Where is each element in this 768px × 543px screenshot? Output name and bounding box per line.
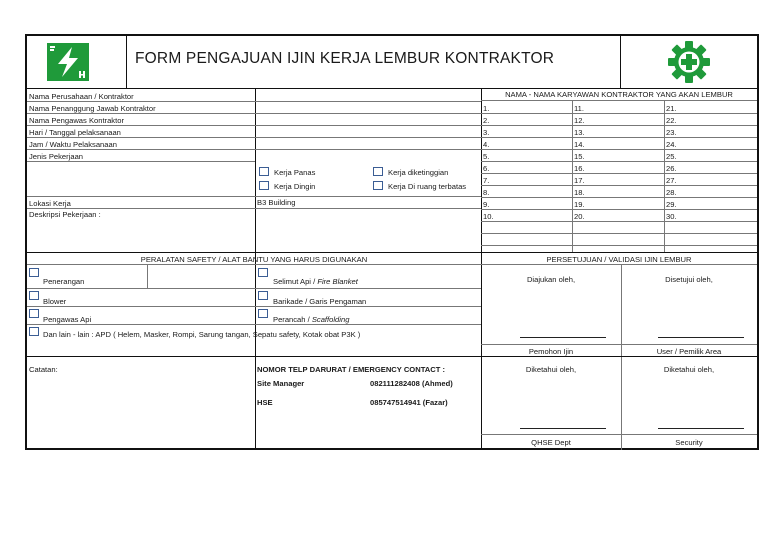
- location-value: B3 Building: [257, 198, 296, 207]
- hse-label: HSE: [257, 398, 273, 407]
- height-work-checkbox[interactable]: [373, 167, 383, 176]
- barricade-checkbox[interactable]: [258, 291, 268, 300]
- site-manager-label: Site Manager: [257, 379, 305, 388]
- height-work-label: Kerja diketinggian: [388, 168, 449, 177]
- employee-slot[interactable]: 25.: [666, 152, 677, 161]
- hot-work-checkbox[interactable]: [259, 167, 269, 176]
- qhse-label: QHSE Dept: [531, 438, 571, 447]
- employee-slot[interactable]: 30.: [666, 212, 677, 221]
- approval-heading: PERSETUJUAN / VALIDASI IJIN LEMBUR: [546, 255, 692, 264]
- fire-blanket-label: Selimut Api / Fire Blanket: [273, 277, 358, 286]
- scaffold-checkbox[interactable]: [258, 309, 268, 318]
- supervisor-label: Nama Pengawas Kontraktor: [29, 116, 124, 125]
- known-by-label-2: Diketahui oleh,: [663, 365, 715, 374]
- employee-slot[interactable]: 16.: [574, 164, 585, 173]
- employee-slot[interactable]: 23.: [666, 128, 677, 137]
- employee-slot[interactable]: 1.: [483, 104, 490, 113]
- blower-label: Blower: [43, 297, 67, 306]
- lighting-checkbox[interactable]: [29, 268, 39, 277]
- submitted-by-label: Diajukan oleh,: [526, 275, 576, 284]
- employees-heading: NAMA - NAMA KARYAWAN KONTRAKTOR YANG AKAN LEMBUR: [505, 90, 733, 99]
- others-checkbox[interactable]: [29, 327, 39, 336]
- employee-slot[interactable]: 12.: [574, 116, 585, 125]
- employee-slot[interactable]: 3.: [483, 128, 490, 137]
- employee-slot[interactable]: 20.: [574, 212, 585, 221]
- form-header: [27, 36, 757, 89]
- employee-slot[interactable]: 29.: [666, 200, 677, 209]
- employee-slot[interactable]: 17.: [574, 176, 585, 185]
- hot-work-label: Kerja Panas: [274, 168, 316, 177]
- emergency-heading: NOMOR TELP DARURAT / EMERGENCY CONTACT :: [257, 365, 446, 374]
- employee-slot[interactable]: 19.: [574, 200, 585, 209]
- qhse-signature-line[interactable]: [520, 428, 606, 429]
- notes-label: Catatan:: [29, 365, 58, 374]
- area-owner-label: User / Pemilik Area: [656, 347, 722, 356]
- employee-slot[interactable]: 28.: [666, 188, 677, 197]
- blower-checkbox[interactable]: [29, 291, 39, 300]
- fire-watch-label: Pengawas Api: [43, 315, 92, 324]
- lighting-label: Penerangan: [43, 277, 85, 286]
- employee-slot[interactable]: 4.: [483, 140, 490, 149]
- fire-watch-checkbox[interactable]: [29, 309, 39, 318]
- left-logo-box: [27, 36, 127, 88]
- time-label: Jam / Waktu Pelaksanaan: [29, 140, 117, 149]
- responsible-label: Nama Penanggung Jawab Kontraktor: [29, 104, 156, 113]
- owner-signature-line[interactable]: [658, 337, 744, 338]
- work-type-label: Jenis Pekerjaan: [29, 152, 84, 161]
- employee-slot[interactable]: 21.: [666, 104, 677, 113]
- employee-slot[interactable]: 14.: [574, 140, 585, 149]
- employee-slot[interactable]: 11.: [574, 104, 584, 113]
- employee-slot[interactable]: 8.: [483, 188, 490, 197]
- security-label: Security: [675, 438, 703, 447]
- hse-phone: 085747514941 (Fazar): [370, 398, 448, 407]
- confined-space-label: Kerja Di ruang terbatas: [388, 182, 467, 191]
- scaffold-label: Perancah / Scaffolding: [273, 315, 350, 324]
- barricade-label: Barikade / Garis Pengaman: [273, 297, 367, 306]
- description-label: Deskripsi Pekerjaan :: [29, 210, 101, 219]
- site-manager-phone: 082111282408 (Ahmed): [370, 379, 453, 388]
- safety-gear-cross-icon: [667, 40, 711, 84]
- applicant-label: Pemohon Ijin: [528, 347, 574, 356]
- employee-slot[interactable]: 27.: [666, 176, 677, 185]
- employee-slot[interactable]: 24.: [666, 140, 677, 149]
- overtime-permit-form: [25, 34, 759, 450]
- security-signature-line[interactable]: [658, 428, 744, 429]
- employee-slot[interactable]: 2.: [483, 116, 490, 125]
- cold-work-checkbox[interactable]: [259, 181, 269, 190]
- employee-slot[interactable]: 5.: [483, 152, 490, 161]
- applicant-signature-line[interactable]: [520, 337, 606, 338]
- known-by-label-1: Diketahui oleh,: [525, 365, 577, 374]
- location-label: Lokasi Kerja: [29, 199, 71, 208]
- form-title: FORM PENGAJUAN IJIN KERJA LEMBUR KONTRAKTOR: [135, 50, 555, 67]
- approved-by-label: Disetujui oleh,: [665, 275, 713, 284]
- employee-slot[interactable]: 10.: [483, 212, 494, 221]
- date-label: Hari / Tanggal pelaksanaan: [29, 128, 121, 137]
- safety-heading: PERALATAN SAFETY / ALAT BANTU YANG HARUS DIGUNAKAN: [140, 255, 368, 264]
- employee-slot[interactable]: 13.: [574, 128, 585, 137]
- fire-blanket-checkbox[interactable]: [258, 268, 268, 277]
- others-label: Dan lain - lain : APD ( Helem, Masker, Rompi, Sarung tangan, Sepatu safety, Kotak obat P3K ): [43, 330, 361, 339]
- employee-slot[interactable]: 15.: [574, 152, 585, 161]
- employee-slot[interactable]: 22.: [666, 116, 677, 125]
- cold-work-label: Kerja Dingin: [274, 182, 316, 191]
- employee-slot[interactable]: 26.: [666, 164, 677, 173]
- employee-slot[interactable]: 9.: [483, 200, 490, 209]
- lightning-logo-icon: [47, 43, 89, 81]
- right-logo-box: [620, 36, 758, 88]
- confined-space-checkbox[interactable]: [373, 181, 383, 190]
- employee-slot[interactable]: 6.: [483, 164, 490, 173]
- employee-slot[interactable]: 18.: [574, 188, 585, 197]
- employee-slot[interactable]: 7.: [483, 176, 490, 185]
- company-label: Nama Perusahaan / Kontraktor: [29, 92, 134, 101]
